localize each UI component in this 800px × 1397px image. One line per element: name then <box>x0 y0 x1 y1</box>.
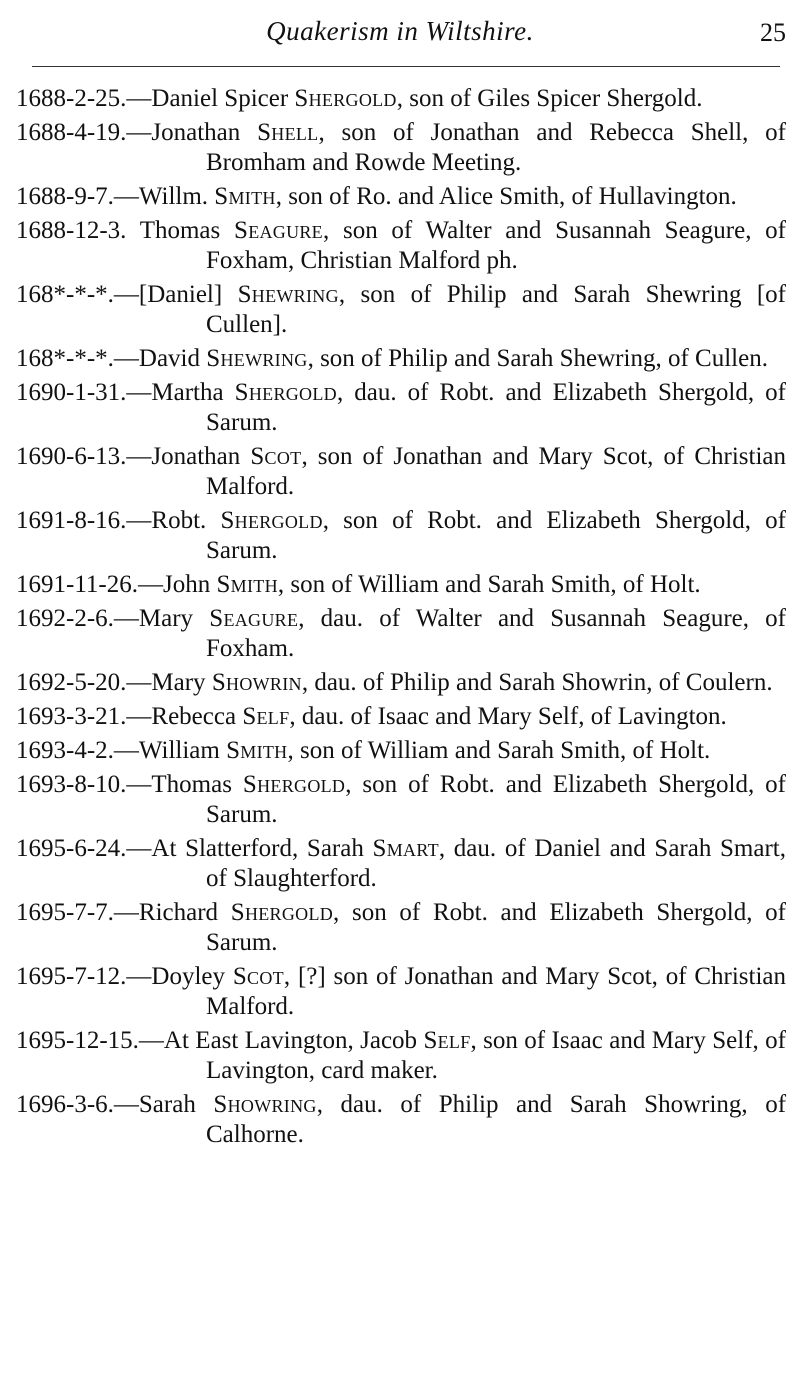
entry-surname: Showrin <box>211 669 302 696</box>
entry-text: —John <box>137 571 217 598</box>
entry-surname: Showring <box>213 1091 317 1118</box>
list-item <box>0 570 800 600</box>
entry-surname: Seagure <box>209 605 299 632</box>
entry-text: —Richard <box>113 899 231 926</box>
entry-surname: Self <box>423 1027 471 1054</box>
entry-date: 1693-4-2. <box>16 737 114 764</box>
list-item <box>0 216 800 276</box>
entry-text: —At Slatterford, Sarah <box>126 835 373 862</box>
list-item <box>0 118 800 178</box>
entry-text: —Mary <box>126 669 212 696</box>
entry-text: , son of Giles Spicer Shergold. <box>396 85 703 112</box>
entry-surname: Shewring <box>206 345 308 372</box>
list-item <box>0 378 800 438</box>
entry-surname: Shergold <box>294 85 397 112</box>
entry-text: , son of Robt. and Elizabeth Shergold, of Sarum. <box>206 899 787 956</box>
list-item <box>0 668 800 698</box>
entry-text: —[Daniel] <box>113 281 238 308</box>
entry-text: —Jonathan <box>126 119 258 146</box>
list-item <box>0 506 800 566</box>
entry-date: 1692-5-20. <box>16 669 127 696</box>
list-item <box>0 834 800 894</box>
entry-text: , dau. of Isaac and Mary Self, of Lavington. <box>289 703 727 730</box>
entry-text: —David <box>113 345 207 372</box>
entry-date: 1691-11-26. <box>16 571 138 598</box>
entry-surname: Smart <box>372 835 439 862</box>
list-item <box>0 84 800 114</box>
entry-text: , dau. of Robt. and Elizabeth Shergold, of Sarum. <box>206 379 786 436</box>
list-item <box>0 182 800 212</box>
entry-text: , son of Robt. and Elizabeth Shergold, of Sarum. <box>206 507 787 564</box>
entry-text: —William <box>113 737 227 764</box>
entry-date: 1696-3-6. <box>16 1091 114 1118</box>
entry-date: 1695-6-24. <box>16 835 127 862</box>
entry-date: 1695-12-15. <box>16 1027 139 1054</box>
entry-surname: Smith <box>226 737 288 764</box>
list-item <box>0 442 800 502</box>
list-item <box>0 1090 800 1150</box>
list-item <box>0 344 800 374</box>
entry-text: —Doyley <box>126 963 233 990</box>
entry-date: 1690-6-13. <box>16 443 127 470</box>
entry-text: Thomas <box>126 217 234 244</box>
entry-text: , son of Walter and Susannah Seagure, of Foxham, Christian Malford ph. <box>206 217 787 274</box>
entry-text: , [?] son of Jonathan and Mary Scot, of Christian Malford. <box>206 963 786 1020</box>
entry-surname: Shergold <box>220 507 323 534</box>
entry-date: 1688-12-3. <box>16 217 127 244</box>
entry-text: —Daniel Spicer <box>126 85 295 112</box>
entry-text: , dau. of Daniel and Sarah Smart, of Slaughterford. <box>206 835 786 892</box>
entry-surname: Self <box>242 703 290 730</box>
entry-text: , dau. of Walter and Susannah Seagure, of Foxham. <box>206 605 786 662</box>
entry-text: , son of Isaac and Mary Self, of Lavington, card maker. <box>206 1027 786 1084</box>
list-item <box>0 604 800 664</box>
entry-date: 1688-9-7. <box>16 183 114 210</box>
entry-date: 168*-*-*. <box>16 345 114 372</box>
list-item <box>0 702 800 732</box>
entry-text: , dau. of Philip and Sarah Showring, of Calhorne. <box>206 1091 787 1148</box>
entry-text: —Thomas <box>126 771 243 798</box>
page-number: 25 <box>760 18 786 47</box>
header-rule <box>32 66 780 67</box>
list-item <box>0 736 800 766</box>
entry-surname: Smith <box>214 183 276 210</box>
running-title: Quakerism in Wiltshire. <box>266 16 534 46</box>
entry-text: —Mary <box>113 605 210 632</box>
entry-text: —At East Lavington, Jacob <box>138 1027 424 1054</box>
entry-text: , dau. of Philip and Sarah Showrin, of Coulern. <box>301 669 773 696</box>
entry-date: 1695-7-7. <box>16 899 114 926</box>
entry-text: , son of William and Sarah Smith, of Holt. <box>277 571 701 598</box>
entry-text: —Martha <box>126 379 235 406</box>
entry-surname: Shergold <box>234 379 337 406</box>
entry-date: 1691-8-16. <box>16 507 127 534</box>
entry-surname: Smith <box>216 571 278 598</box>
entry-date: 1692-2-6. <box>16 605 114 632</box>
entry-surname: Shell <box>257 119 319 146</box>
list-item <box>0 280 800 340</box>
entry-date: 1693-3-21. <box>16 703 127 730</box>
list-item <box>0 1026 800 1086</box>
entry-date: 1693-8-10. <box>16 771 127 798</box>
entry-surname: Shergold <box>242 771 346 798</box>
page-header <box>0 12 800 52</box>
entry-date: 1690-1-31. <box>16 379 127 406</box>
list-item <box>0 770 800 830</box>
entry-surname: Shergold <box>230 899 334 926</box>
entry-surname: Seagure <box>233 217 323 244</box>
entry-text: , son of Philip and Sarah Shewring [of Cullen]. <box>206 281 786 338</box>
entry-date: 1695-7-12. <box>16 963 127 990</box>
entry-text: —Sarah <box>113 1091 214 1118</box>
entry-text: , son of Ro. and Alice Smith, of Hullavington. <box>275 183 737 210</box>
entry-text: , son of Philip and Sarah Shewring, of Cullen. <box>307 345 768 372</box>
entry-surname: Scot <box>250 443 302 470</box>
list-item <box>0 898 800 958</box>
entry-text: —Rebecca <box>126 703 243 730</box>
list-item <box>0 962 800 1022</box>
entry-text: —Willm. <box>113 183 215 210</box>
entry-text: —Robt. <box>126 507 221 534</box>
entry-surname: Scot <box>232 963 284 990</box>
entry-text: —Jonathan <box>126 443 251 470</box>
entry-list <box>0 84 800 1154</box>
entry-text: , son of Jonathan and Mary Scot, of Christian Malford. <box>206 443 786 500</box>
entry-date: 1688-2-25. <box>16 85 127 112</box>
entry-date: 168*-*-*. <box>16 281 114 308</box>
entry-text: , son of William and Sarah Smith, of Holt. <box>287 737 711 764</box>
entry-text: , son of Jonathan and Rebecca Shell, of Bromham and Rowde Meeting. <box>206 119 786 176</box>
entry-surname: Shewring <box>237 281 339 308</box>
entry-text: , son of Robt. and Elizabeth Shergold, of Sarum. <box>206 771 787 828</box>
entry-date: 1688-4-19. <box>16 119 127 146</box>
